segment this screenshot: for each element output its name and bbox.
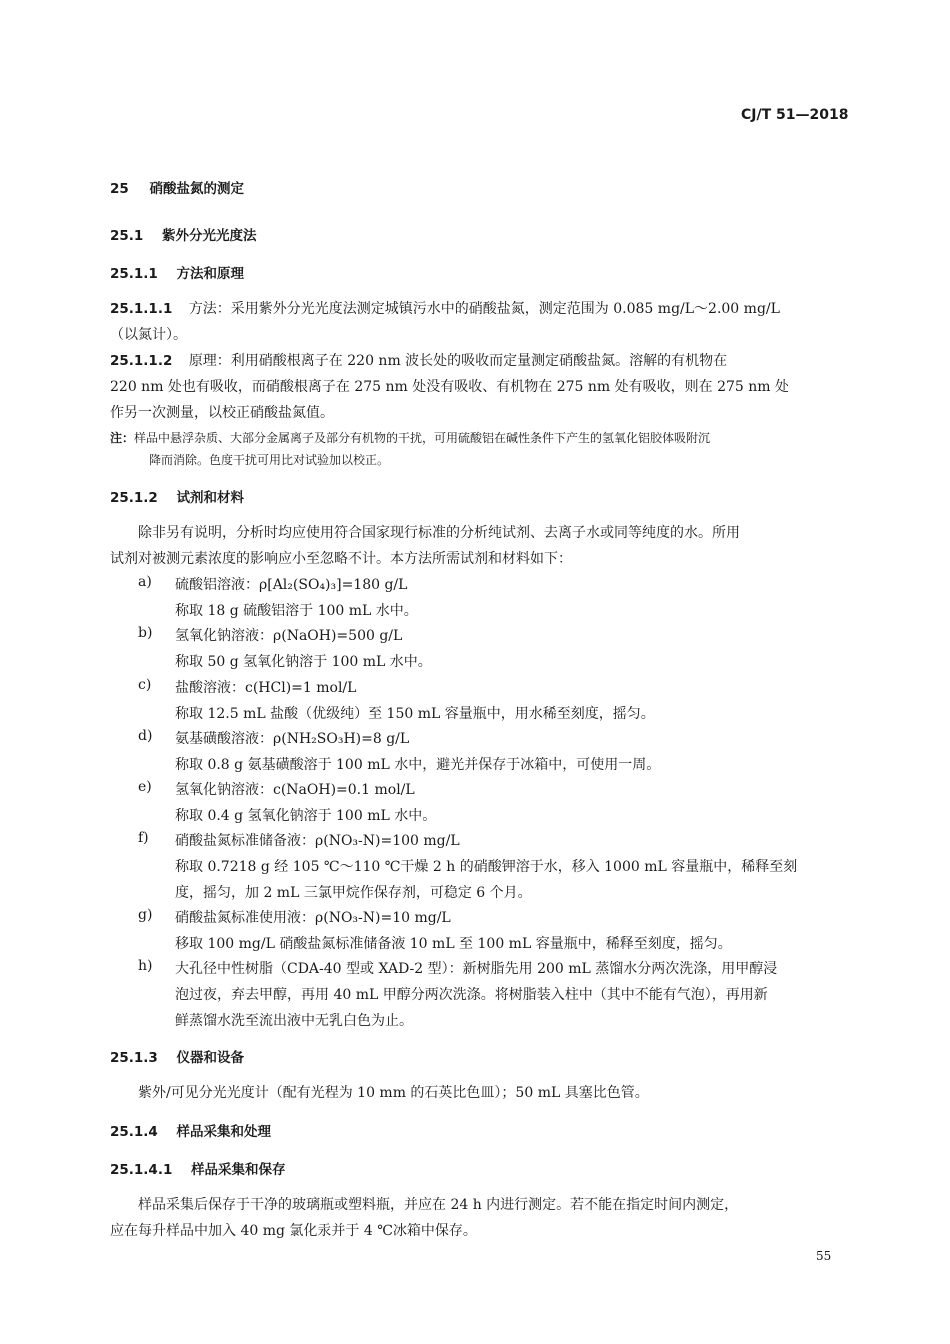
section-title: 方法和原理 (176, 266, 245, 282)
intro-text-line: 试剂对被测元素浓度的影响应小至忽略不计。本方法所需试剂和材料如下： (110, 551, 572, 567)
list-item-label: f) (138, 830, 149, 846)
list-item-label: g) (138, 907, 153, 923)
list-item-line: 硫酸铝溶液：ρ[Al₂(SO₄)₃]=180 g/L (175, 577, 408, 593)
section-number: 25.1.4 (110, 1124, 158, 1140)
storage-text-line: 样品采集后保存于干净的玻璃瓶或塑料瓶，并应在 24 h 内进行测定。若不能在指定时间内测定， (138, 1197, 739, 1213)
section-title: 样品采集和保存 (191, 1162, 286, 1178)
list-item-line: 称取 12.5 mL 盐酸（优级纯）至 150 mL 容量瓶中，用水稀至刻度，摇匀。 (175, 706, 655, 722)
section-25-1-1-heading (110, 262, 244, 282)
note-text-line: 样品中悬浮杂质、大部分金属离子及部分有机物的干扰，可用硫酸铝在碱性条件下产生的氢氧化铝胶体吸附沉 (134, 431, 711, 445)
list-item-line: 鲜蒸馏水洗至流出液中无乳白色为止。 (175, 1013, 413, 1029)
clause-text-line: 作另一次测量，以校正硝酸盐氮值。 (110, 405, 334, 421)
list-item-line: 硝酸盐氮标准储备液：ρ(NO₃-N)=100 mg/L (175, 833, 460, 849)
storage-text-line: 应在每升样品中加入 40 mg 氯化汞并于 4 ℃冰箱中保存。 (110, 1223, 477, 1239)
list-item-label: h) (138, 958, 153, 974)
list-item-line: 盐酸溶液：c(HCl)=1 mol/L (175, 680, 357, 696)
list-item-line: 氢氧化钠溶液：c(NaOH)=0.1 mol/L (175, 782, 415, 798)
list-item-line: 移取 100 mg/L 硝酸盐氮标准储备液 10 mL 至 100 mL 容量瓶中，稀释至刻度，摇匀。 (175, 936, 732, 952)
section-number: 25.1.3 (110, 1050, 158, 1066)
list-item-line: 氨基磺酸溶液：ρ(NH₂SO₃H)=8 g/L (175, 731, 410, 747)
section-title: 紫外分光光度法 (162, 228, 257, 244)
section-25-heading (110, 177, 244, 197)
clause-number: 25.1.1.1 (110, 301, 173, 317)
list-item-label: d) (138, 728, 153, 744)
section-25-1-4-heading (110, 1120, 271, 1140)
list-item-line: 度，摇匀，加 2 mL 三氯甲烷作保存剂，可稳定 6 个月。 (175, 885, 532, 901)
section-number: 25 (110, 181, 129, 197)
list-item-line: 称取 50 g 氢氧化钠溶于 100 mL 水中。 (175, 654, 432, 670)
equipment-text: 紫外/可见分光光度计（配有光程为 10 mm 的石英比色皿）；50 mL 具塞比色管。 (138, 1085, 649, 1101)
note-text-line: 降而消除。色度干扰可用比对试验加以校正。 (149, 453, 390, 467)
standard-code: CJ/T 51—2018 (741, 107, 849, 123)
section-25-1-3-heading (110, 1046, 244, 1066)
section-title: 硝酸盐氮的测定 (149, 181, 244, 197)
clause-25-1-1-1 (110, 296, 780, 322)
clause-text-line: 方法：采用紫外分光光度法测定城镇污水中的硝酸盐氮，测定范围为 0.085 mg/L～2.00 mg/L (188, 301, 780, 317)
section-25-1-2-heading (110, 486, 244, 506)
list-item-label: b) (138, 625, 153, 641)
clause-number: 25.1.1.2 (110, 353, 173, 369)
clause-text-line: 220 nm 处也有吸收，而硝酸根离子在 275 nm 处没有吸收、有机物在 275 nm 处有吸收，则在 275 nm 处 (110, 379, 790, 395)
section-number: 25.1.4.1 (110, 1162, 173, 1178)
section-title: 样品采集和处理 (176, 1124, 272, 1140)
list-item-line: 泡过夜，弃去甲醇，再用 40 mL 甲醇分两次洗涤。将树脂装入柱中（其中不能有气泡），再用新 (175, 987, 768, 1003)
list-item-line: 称取 0.4 g 氢氧化钠溶于 100 mL 水中。 (175, 808, 437, 824)
intro-text-line: 除非另有说明，分析时均应使用符合国家现行标准的分析纯试剂、去离子水或同等纯度的水。所用 (138, 525, 740, 541)
section-number: 25.1.1 (110, 266, 158, 282)
note-label: 注： (110, 431, 135, 445)
section-number: 25.1 (110, 228, 144, 244)
list-item-label: c) (138, 677, 152, 693)
section-25-1-4-1-heading (110, 1158, 286, 1178)
section-number: 25.1.2 (110, 490, 158, 506)
list-item-line: 称取 18 g 硫酸铝溶于 100 mL 水中。 (175, 603, 418, 619)
list-item-line: 氢氧化钠溶液：ρ(NaOH)=500 g/L (175, 628, 403, 644)
section-title: 仪器和设备 (176, 1050, 245, 1066)
page-number: 55 (816, 1249, 832, 1263)
list-item-line: 大孔径中性树脂（CDA-40 型或 XAD-2 型）：新树脂先用 200 mL 蒸馏水分两次洗涤，用甲醇浸 (175, 961, 778, 977)
list-item-line: 硝酸盐氮标准使用液：ρ(NO₃-N)=10 mg/L (175, 910, 451, 926)
section-title: 试剂和材料 (176, 490, 245, 506)
note (110, 427, 710, 449)
list-item-line: 称取 0.8 g 氨基磺酸溶于 100 mL 水中，避光并保存于冰箱中，可使用一周。 (175, 757, 661, 773)
list-item-label: a) (138, 574, 152, 590)
section-25-1-heading (110, 224, 257, 244)
list-item-line: 称取 0.7218 g 经 105 ℃～110 ℃干燥 2 h 的硝酸钾溶于水，移入 1000 mL 容量瓶中，稀释至刻 (175, 859, 798, 875)
clause-text-line: 原理：利用硝酸根离子在 220 nm 波长处的吸收而定量测定硝酸盐氮。溶解的有机物在 (188, 353, 728, 369)
list-item-label: e) (138, 779, 152, 795)
clause-text-line: （以氮计）。 (110, 327, 187, 343)
clause-25-1-1-2 (110, 348, 727, 374)
